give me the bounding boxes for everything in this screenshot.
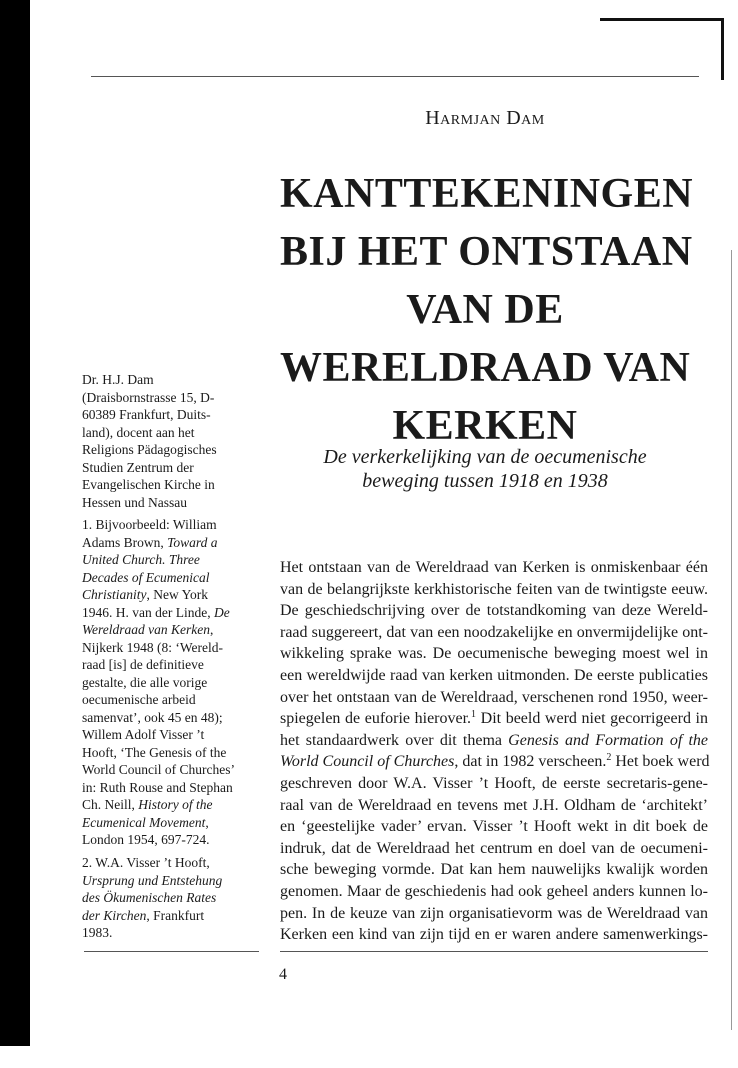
footnote-line: 2. W.A. Visser ’t Hooft, (82, 855, 210, 870)
page-number: 4 (279, 966, 287, 983)
body-line: Kerken een kind van zijn tijd en er waren andere samenwerkings- (280, 926, 708, 944)
body-line: het standaardwerk over dit thema Genesis and Formation of the (280, 731, 709, 749)
author-note-line: Hessen und Nassau (82, 494, 187, 510)
footnote-ref: 2 (606, 752, 612, 764)
footnote-line: 1. Bijvoorbeeld: William (82, 517, 217, 532)
title-line: BIJ HET ONTSTAAN (280, 229, 693, 275)
body-line: van de belangrijkste kerkhistorische feiten van de twintigste eeuw. (280, 580, 708, 598)
author-note-line: Religions Pädagogisches (82, 442, 217, 457)
body-line: over het ontstaan van de Wereldraad, verschenen rond 1950, weer- (280, 688, 708, 706)
body-line: spiegelen de euforie hierover.$^1$ Dit beeld werd niet gecorrigeerd in (280, 709, 708, 728)
author-note-line: Dr. H.J. Dam (82, 372, 154, 387)
margin-bottom-rule (84, 951, 259, 952)
footnote-line: United Church. Three (82, 552, 200, 567)
subtitle-line: De verkerkelijking van de oecumenische (323, 446, 647, 468)
footnote-line: Nijkerk 1948 (8: ‘Wereld- (82, 639, 223, 655)
footnote-line: des Ökumenischen Rates (82, 890, 217, 905)
footnote-line: Willem Adolf Visser ’t (82, 727, 205, 742)
footnote-ref: 1 (471, 709, 477, 721)
body-line: raal van de Wereldraad en tevens met J.H. Oldham de ‘architekt’ (280, 796, 708, 814)
footnote-line: London 1954, 697-724. (82, 832, 210, 847)
footnote-line: samenvat’, ook 45 en 48); (82, 709, 223, 725)
scan-edge-bar (0, 0, 30, 1046)
scan-edge-line (731, 250, 732, 1030)
body-line: indruk, dat de Wereldraad het centrum en doel van de oecumeni- (280, 839, 708, 857)
body-line: een wereldwijde raad van kerken uitmonden. De eerste publicaties (280, 666, 708, 684)
footnote-line: 1983. (82, 925, 113, 940)
title-line: KANTTEKENINGEN (280, 171, 694, 217)
body-line: en ‘geestelijke vader’ ervan. Visser ’t Hooft wekt in dit boek de (280, 818, 708, 836)
author-note-line: land), docent aan het (82, 424, 195, 440)
author-note-line: Studien Zentrum der (82, 459, 194, 475)
body-line: Het ontstaan van de Wereldraad van Kerken is onmiskenbaar één (280, 559, 708, 576)
crop-mark-vertical (721, 18, 724, 80)
footnote-line: Adams Brown, Toward a (82, 534, 218, 550)
title-line: WERELDRAAD VAN (280, 345, 691, 391)
title-line: VAN DE (406, 287, 564, 333)
title-line: KERKEN (392, 403, 578, 449)
footnote-line: Christianity, New York (82, 587, 209, 602)
footnote-line: der Kirchen, Frankfurt (82, 907, 205, 923)
footnote-line: Ursprung und Entstehung (82, 872, 223, 888)
author-note-line: 60389 Frankfurt, Duits- (82, 407, 211, 422)
footnote-line: 1946. H. van der Linde, De (82, 604, 230, 620)
footnote-line: Wereldraad van Kerken, (82, 622, 214, 637)
author-name: Harmjan Dam (425, 107, 545, 129)
author-note-line: Evangelischen Kirche in (82, 477, 215, 492)
footnote-line: World Council of Churches’ (82, 762, 236, 777)
footnote-line: gestalte, die alle vorige (82, 674, 208, 690)
footnote-line: Ch. Neill, History of the (82, 797, 213, 812)
footnote-line: oecumenische arbeid (82, 692, 196, 707)
body-line: raad suggereert, dat van een noodzakelijke en onvermijdelijke ont- (280, 623, 708, 641)
footnote-1 (82, 516, 258, 849)
top-rule (91, 76, 699, 77)
author-note (82, 371, 258, 511)
footnote-2 (82, 854, 258, 942)
body-line: pen. In de keuze van zijn organisatievorm was de Wereldraad van (280, 904, 708, 922)
subtitle-line: beweging tussen 1918 en 1938 (362, 470, 608, 492)
body-line: World Council of Churches, dat in 1982 verscheen.$^2$ Het boek werd (280, 752, 710, 771)
footnote-line: in: Ruth Rouse and Stephan (82, 779, 233, 795)
author-note-line: (Draisbornstrasse 15, D- (82, 389, 215, 405)
footnote-line: Hooft, ‘The Genesis of the (82, 744, 227, 760)
crop-mark-horizontal (600, 18, 723, 21)
footnote-line: raad [is] de definitieve (82, 657, 204, 672)
body-line: De geschiedschrijving over de totstandkoming van deze Wereld- (280, 602, 708, 620)
article-subtitle (280, 445, 690, 493)
body-bottom-rule (280, 951, 708, 952)
body-text (280, 557, 708, 946)
body-line: sche beweging vormde. Dat kan hem nauwelijks kwalijk worden (280, 861, 708, 879)
article-title (280, 165, 694, 455)
body-line: geschreven door W.A. Visser ’t Hooft, de eerste secretaris-gene- (280, 774, 708, 792)
body-line: wikkeling sprake was. De oecumenische beweging moest wel in (280, 645, 708, 663)
footnote-line: Ecumenical Movement, (82, 814, 209, 830)
body-line: genomen. Maar de geschiedenis had ook geheel anders kunnen lo- (280, 882, 708, 900)
footnote-line: Decades of Ecumenical (82, 569, 210, 585)
